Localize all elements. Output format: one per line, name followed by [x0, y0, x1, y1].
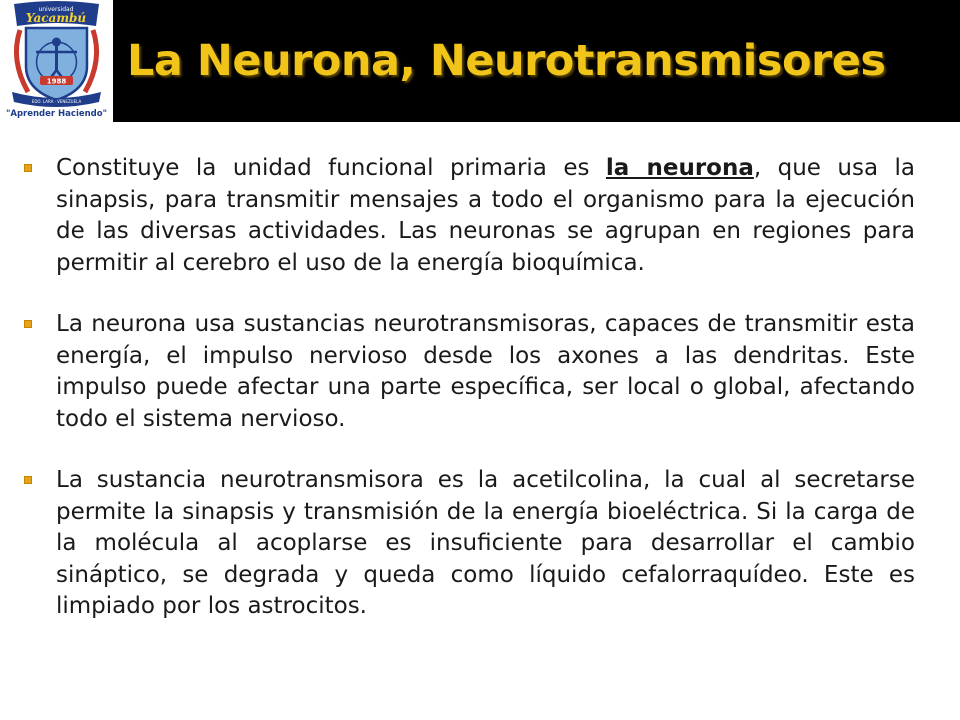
term-la-neurona: la neurona — [605, 155, 754, 181]
university-crest-icon — [0, 0, 113, 122]
logo-motto: "Aprender Haciendo" — [5, 109, 108, 119]
bullet-text: La sustancia neurotransmisora es la acetilcolina, la cual al secretarse permite la sinapsis y transmisión de la energía bioeléctrica. Si la carga de la molécula al acoplarse es insuficiente para desarrollar el cambio sináptico, se degrada y queda como líquido cefalorraquídeo. Este es limpiado por los astrocitos. — [56, 467, 915, 619]
bullet-text-after: , que usa la sinapsis, para transmitir mensajes a todo el organismo para la ejecución de las diversas actividades. Las neuronas se agrupan en regiones para permitir al cerebro el uso de la energía bioquímica. — [56, 155, 915, 276]
bullet-item-neurona — [22, 153, 915, 279]
square-bullet-icon — [24, 164, 32, 172]
bullet-item-acetilcolina — [22, 465, 915, 623]
slide-title: La Neurona, Neurotransmisores — [127, 36, 886, 86]
logo-text-universidad: universidad — [38, 6, 74, 13]
bullet-text: La neurona usa sustancias neurotransmisoras, capaces de transmitir esta energía, el impulso nervioso desde los axones a las dendritas. Este impulso puede afectar una parte específica, ser local o global, afectando todo el sistema nervioso. — [56, 311, 915, 432]
logo-text-yacambu: Yacambú — [25, 11, 87, 25]
bullet-list — [22, 153, 915, 653]
bullet-text-before: Constituye la unidad funcional primaria es — [56, 155, 606, 181]
logo-text-city: EDO. LARA · VENEZUELA — [31, 99, 82, 104]
square-bullet-icon — [24, 476, 32, 484]
title-bar — [0, 0, 960, 122]
square-bullet-icon — [24, 320, 32, 328]
bullet-item-neurotransmisoras — [22, 309, 915, 435]
logo-text-year: 1988 — [46, 77, 67, 86]
university-logo — [0, 0, 113, 122]
